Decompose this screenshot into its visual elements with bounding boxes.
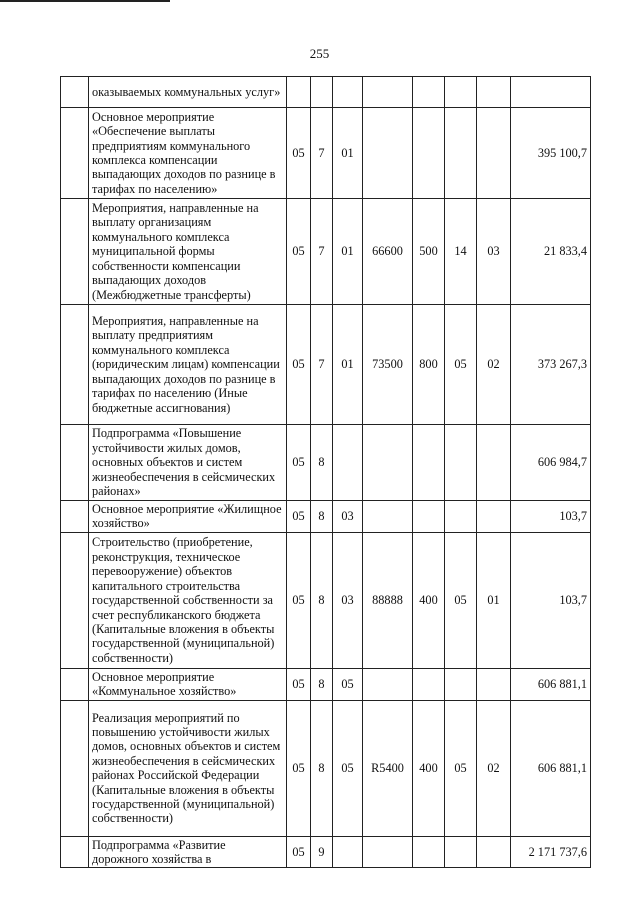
code-chapter bbox=[445, 668, 477, 700]
top-rule bbox=[0, 0, 170, 2]
table-row bbox=[61, 425, 591, 501]
code-subsection bbox=[477, 501, 511, 533]
code-section: 05 bbox=[287, 501, 311, 533]
row-title: Основное мероприятие «Жилищное хозяйство» bbox=[89, 501, 287, 533]
table-row bbox=[61, 501, 591, 533]
code-expense-type: 400 bbox=[413, 532, 445, 668]
code-subsection: 03 bbox=[477, 199, 511, 305]
row-title: Основное мероприятие «Коммунальное хозяйство» bbox=[89, 668, 287, 700]
table-row bbox=[61, 532, 591, 668]
row-title: Реализация мероприятий по повышению устойчивости жилых домов, основных объектов и систем жизнеобеспечения в сейсмических районах Российской Федерации (Капитальные вложения в объекты государственной (муниципальной) собственности) bbox=[89, 700, 287, 836]
code-chapter bbox=[445, 108, 477, 199]
code-section: 05 bbox=[287, 108, 311, 199]
code-subsection bbox=[477, 108, 511, 199]
row-index-cell bbox=[61, 305, 89, 425]
code-chapter bbox=[445, 77, 477, 108]
row-title: Основное мероприятие «Обеспечение выплаты предприятиям коммунального комплекса компенсации выпадающих доходов по разнице в тарифах по населению» bbox=[89, 108, 287, 199]
code-expense-type bbox=[413, 425, 445, 501]
code-chapter bbox=[445, 425, 477, 501]
code-subprogram: 03 bbox=[333, 532, 363, 668]
row-index-cell bbox=[61, 668, 89, 700]
code-direction: 73500 bbox=[363, 305, 413, 425]
page-number: 255 bbox=[309, 46, 330, 61]
code-program: 8 bbox=[311, 425, 333, 501]
code-subprogram: 01 bbox=[333, 305, 363, 425]
row-title: оказываемых коммунальных услуг» bbox=[89, 77, 287, 108]
code-expense-type bbox=[413, 668, 445, 700]
table-body bbox=[61, 77, 591, 868]
code-subsection: 02 bbox=[477, 700, 511, 836]
row-index-cell bbox=[61, 501, 89, 533]
code-direction: R5400 bbox=[363, 700, 413, 836]
code-direction: 88888 bbox=[363, 532, 413, 668]
row-title: Строительство (приобретение, реконструкция, техническое перевооружение) объектов капитального строительства государственной собственности за счет республиканского бюджета (Капитальные вложения в объекты государственной (муниципальной) собственности) bbox=[89, 532, 287, 668]
row-index-cell bbox=[61, 700, 89, 836]
table-row bbox=[61, 108, 591, 199]
code-subprogram bbox=[333, 836, 363, 868]
code-program: 7 bbox=[311, 305, 333, 425]
code-direction: 66600 bbox=[363, 199, 413, 305]
code-section: 05 bbox=[287, 700, 311, 836]
code-subprogram: 05 bbox=[333, 668, 363, 700]
code-expense-type bbox=[413, 108, 445, 199]
row-index-cell bbox=[61, 532, 89, 668]
amount: 2 171 737,6 bbox=[511, 836, 591, 868]
code-subsection: 02 bbox=[477, 305, 511, 425]
table-row bbox=[61, 700, 591, 836]
table-row bbox=[61, 77, 591, 108]
row-title: Мероприятия, направленные на выплату организациям коммунального комплекса муниципальной формы собственности компенсации выпадающих доходов (Межбюджетные трансферты) bbox=[89, 199, 287, 305]
code-section: 05 bbox=[287, 305, 311, 425]
code-program: 8 bbox=[311, 668, 333, 700]
code-direction bbox=[363, 668, 413, 700]
code-program: 8 bbox=[311, 532, 333, 668]
code-section: 05 bbox=[287, 532, 311, 668]
code-expense-type bbox=[413, 836, 445, 868]
code-program: 9 bbox=[311, 836, 333, 868]
code-expense-type: 800 bbox=[413, 305, 445, 425]
code-chapter bbox=[445, 836, 477, 868]
code-direction bbox=[363, 108, 413, 199]
code-section bbox=[287, 77, 311, 108]
code-subsection bbox=[477, 425, 511, 501]
amount: 103,7 bbox=[511, 501, 591, 533]
code-subprogram: 01 bbox=[333, 108, 363, 199]
code-section: 05 bbox=[287, 425, 311, 501]
code-chapter bbox=[445, 501, 477, 533]
amount: 606 881,1 bbox=[511, 668, 591, 700]
table-row bbox=[61, 668, 591, 700]
code-subsection bbox=[477, 77, 511, 108]
code-subprogram: 03 bbox=[333, 501, 363, 533]
code-chapter: 05 bbox=[445, 700, 477, 836]
code-direction bbox=[363, 425, 413, 501]
row-title: Мероприятия, направленные на выплату предприятиям коммунального комплекса (юридическим лицам) компенсации выпадающих доходов по разнице в тарифах по населению (Иные бюджетные ассигнования) bbox=[89, 305, 287, 425]
row-title: Подпрограмма «Развитие дорожного хозяйства в bbox=[89, 836, 287, 868]
amount: 606 881,1 bbox=[511, 700, 591, 836]
code-direction bbox=[363, 501, 413, 533]
row-index-cell bbox=[61, 425, 89, 501]
code-chapter: 14 bbox=[445, 199, 477, 305]
amount bbox=[511, 77, 591, 108]
code-direction bbox=[363, 77, 413, 108]
code-subprogram: 01 bbox=[333, 199, 363, 305]
code-subsection: 01 bbox=[477, 532, 511, 668]
code-expense-type bbox=[413, 77, 445, 108]
row-index-cell bbox=[61, 199, 89, 305]
code-section: 05 bbox=[287, 199, 311, 305]
table-row bbox=[61, 305, 591, 425]
table-row bbox=[61, 199, 591, 305]
code-subprogram bbox=[333, 425, 363, 501]
code-section: 05 bbox=[287, 836, 311, 868]
budget-table bbox=[60, 76, 591, 868]
row-index-cell bbox=[61, 77, 89, 108]
table-row bbox=[61, 836, 591, 868]
code-expense-type bbox=[413, 501, 445, 533]
amount: 21 833,4 bbox=[511, 199, 591, 305]
code-section: 05 bbox=[287, 668, 311, 700]
row-title: Подпрограмма «Повышение устойчивости жилых домов, основных объектов и систем жизнеобеспечения в сейсмических районах» bbox=[89, 425, 287, 501]
code-subprogram: 05 bbox=[333, 700, 363, 836]
code-program: 7 bbox=[311, 108, 333, 199]
code-program bbox=[311, 77, 333, 108]
code-subsection bbox=[477, 668, 511, 700]
code-subprogram bbox=[333, 77, 363, 108]
code-expense-type: 500 bbox=[413, 199, 445, 305]
code-chapter: 05 bbox=[445, 532, 477, 668]
code-program: 8 bbox=[311, 501, 333, 533]
code-program: 8 bbox=[311, 700, 333, 836]
code-program: 7 bbox=[311, 199, 333, 305]
code-direction bbox=[363, 836, 413, 868]
amount: 103,7 bbox=[511, 532, 591, 668]
code-subsection bbox=[477, 836, 511, 868]
amount: 373 267,3 bbox=[511, 305, 591, 425]
code-expense-type: 400 bbox=[413, 700, 445, 836]
row-index-cell bbox=[61, 836, 89, 868]
code-chapter: 05 bbox=[445, 305, 477, 425]
amount: 606 984,7 bbox=[511, 425, 591, 501]
amount: 395 100,7 bbox=[511, 108, 591, 199]
row-index-cell bbox=[61, 108, 89, 199]
